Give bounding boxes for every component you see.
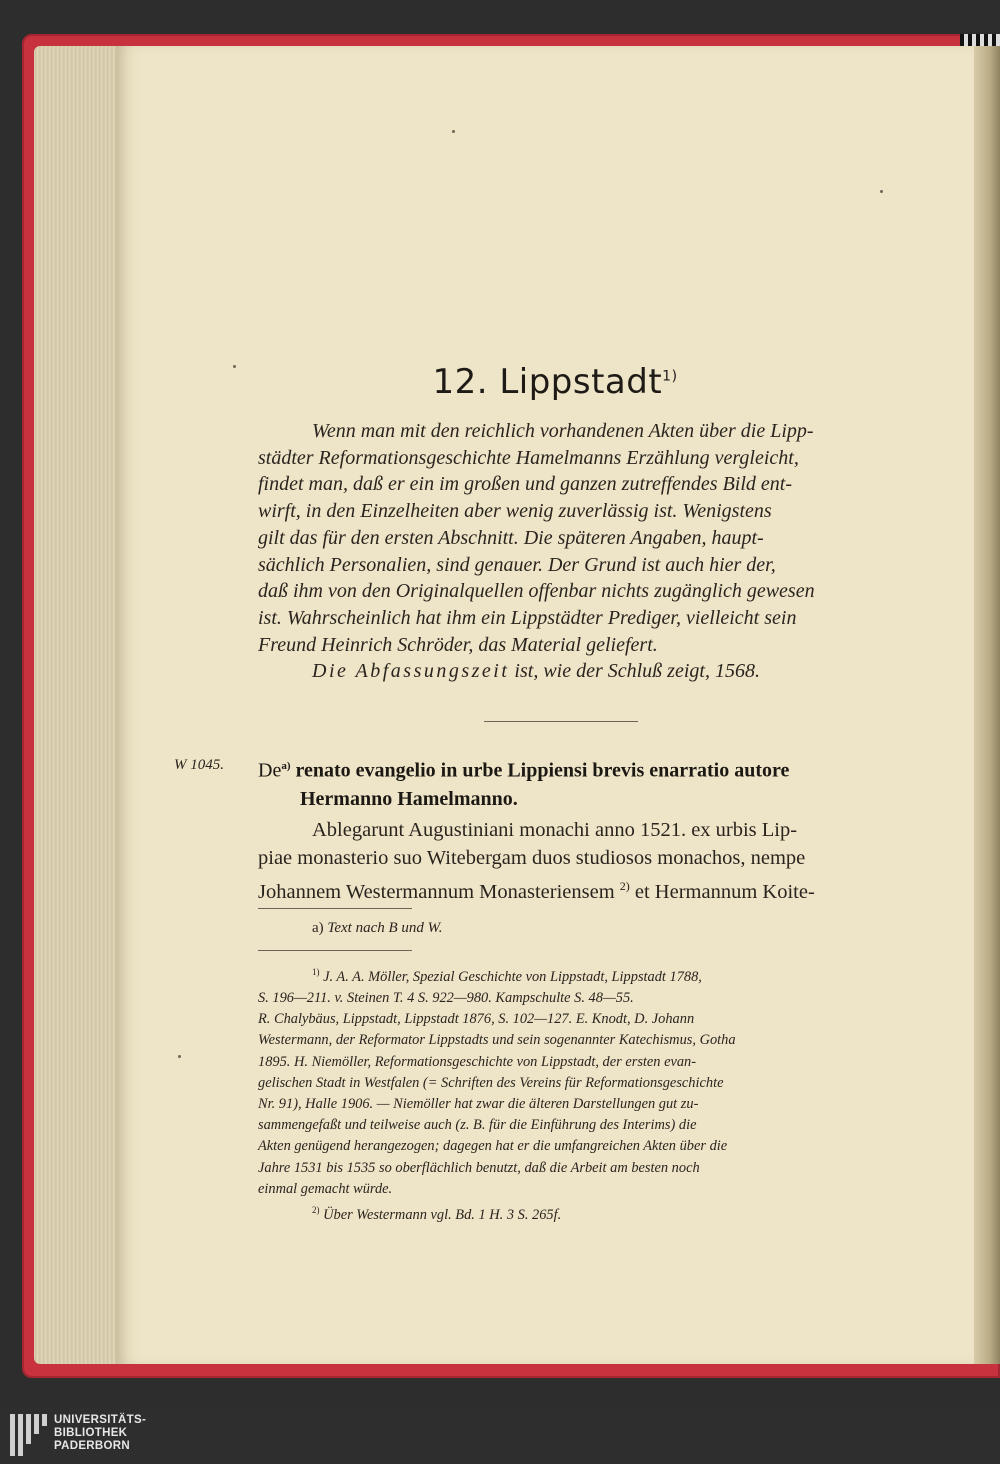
footnote-line: sammengefaßt und teilweise auch (z. B. für die Einführung des Interims) die xyxy=(258,1117,697,1134)
intro-line: daß ihm von den Originalquellen offenbar nichts zugänglich gewesen xyxy=(258,580,815,603)
latin-line-note: 2) xyxy=(619,879,630,893)
library-name-line: BIBLIOTHEK xyxy=(54,1427,128,1439)
intro-line: städter Reformationsgeschichte Hamelmanns Erzählung vergleicht, xyxy=(258,446,799,469)
chapter-title xyxy=(0,362,1000,402)
footnote-line: Westermann, der Reformator Lippstadts und sein sogenannter Katechismus, Gotha xyxy=(258,1032,736,1049)
library-name-line: PADERBORN xyxy=(54,1440,130,1452)
paper-speck xyxy=(452,130,455,133)
intro-line: findet man, daß er ein im großen und ganzen zutreffendes Bild ent- xyxy=(258,473,792,496)
page-edges xyxy=(34,46,124,1364)
footnote-a xyxy=(312,920,443,937)
page-gutter xyxy=(974,46,1000,1364)
latin-line-end: et Hermannum Koite- xyxy=(634,880,815,903)
latin-text xyxy=(258,816,862,906)
footnote-rule xyxy=(258,950,412,951)
footnote-line: Akten genügend herangezogen; dagegen hat er die umfangreichen Akten über die xyxy=(258,1138,728,1155)
footnote-1-label: 1) xyxy=(312,967,320,977)
footnote-line: einmal gemacht würde. xyxy=(258,1180,393,1197)
footnote-rule xyxy=(258,908,412,909)
footnote-line xyxy=(258,962,862,988)
library-logo-icon xyxy=(10,1414,48,1456)
intro-line: Wenn man mit den reichlich vorhandenen Akten über die Lipp- xyxy=(312,420,814,442)
latin-line-part: Johannem Westermannum Monasteriensem xyxy=(258,880,615,903)
library-name xyxy=(54,1414,146,1453)
footnote-a-text: Text nach B und W. xyxy=(327,920,443,936)
latin-line xyxy=(258,872,862,906)
footnote-2-text: Über Westermann vgl. Bd. 1 H. 3 S. 265f. xyxy=(323,1206,562,1223)
footnote-line: S. 196—211. v. Steinen T. 4 S. 922—980. Kampschulte S. 48—55. xyxy=(258,990,634,1006)
heading-line2: Hermanno Hamelmanno. xyxy=(300,787,518,810)
heading-line1: renato evangelio in urbe Lippiensi brevis enarratio autore xyxy=(295,759,790,782)
intro-line-end: ist, wie der Schluß zeigt, 1568. xyxy=(514,660,760,683)
chapter-title-text: 12. Lippstadt xyxy=(432,362,663,402)
intro-line: ist. Wahrscheinlich hat ihm ein Lippstädter Prediger, vielleicht sein xyxy=(258,606,797,629)
footnotes-block xyxy=(258,962,862,1226)
footnote-line xyxy=(258,1200,862,1226)
intro-line: wirft, in den Einzelheiten aber wenig zuverlässig ist. Wenigstens xyxy=(258,500,772,523)
footnote-1-text: J. A. A. Möller, Spezial Geschichte von Lippstadt, Lippstadt 1788, xyxy=(323,968,702,985)
library-footer xyxy=(0,1408,1000,1464)
footnote-a-label: a) xyxy=(312,920,324,936)
footnote-line: 1895. H. Niemöller, Reformationsgeschichte von Lippstadt, der ersten evan- xyxy=(258,1053,697,1070)
intro-paragraph xyxy=(258,418,862,685)
footnote-line: Jahre 1531 bis 1535 so oberflächlich benutzt, daß die Arbeit am besten noch xyxy=(258,1159,700,1176)
latin-line: Ablegarunt Augustiniani monachi anno 1521. ex urbis Lip- xyxy=(312,819,798,841)
footnote-line: gelischen Stadt in Westfalen (= Schriften des Vereins für Reformationsgeschichte xyxy=(258,1074,724,1091)
chapter-title-note: 1) xyxy=(662,368,678,385)
paper-speck xyxy=(178,1055,181,1058)
footnote-line: Nr. 91), Halle 1906. — Niemöller hat zwar die älteren Darstellungen gut zu- xyxy=(258,1096,699,1113)
section-divider xyxy=(484,721,638,722)
latin-line: piae monasterio suo Witebergam duos studiosos monachos, nempe xyxy=(258,847,806,869)
margin-reference: W 1045. xyxy=(174,757,224,773)
intro-line xyxy=(258,658,862,685)
heading-lead: De xyxy=(258,759,282,782)
paper-speck xyxy=(880,190,883,193)
library-name-line: UNIVERSITÄTS- xyxy=(54,1414,147,1426)
intro-line: sächlich Personalien, sind genauer. Der Grund ist auch hier der, xyxy=(258,553,776,576)
heading-note: a) xyxy=(281,760,291,772)
intro-spaced-term: Die Abfassungszeit xyxy=(312,660,510,683)
intro-line: gilt das für den ersten Abschnitt. Die späteren Angaben, haupt- xyxy=(258,526,764,549)
footnote-line: R. Chalybäus, Lippstadt, Lippstadt 1876, S. 102—127. E. Knodt, D. Johann xyxy=(258,1011,695,1028)
text-heading xyxy=(258,752,862,813)
footnote-2-label: 2) xyxy=(312,1205,320,1216)
intro-line: Freund Heinrich Schröder, das Material geliefert. xyxy=(258,633,658,656)
